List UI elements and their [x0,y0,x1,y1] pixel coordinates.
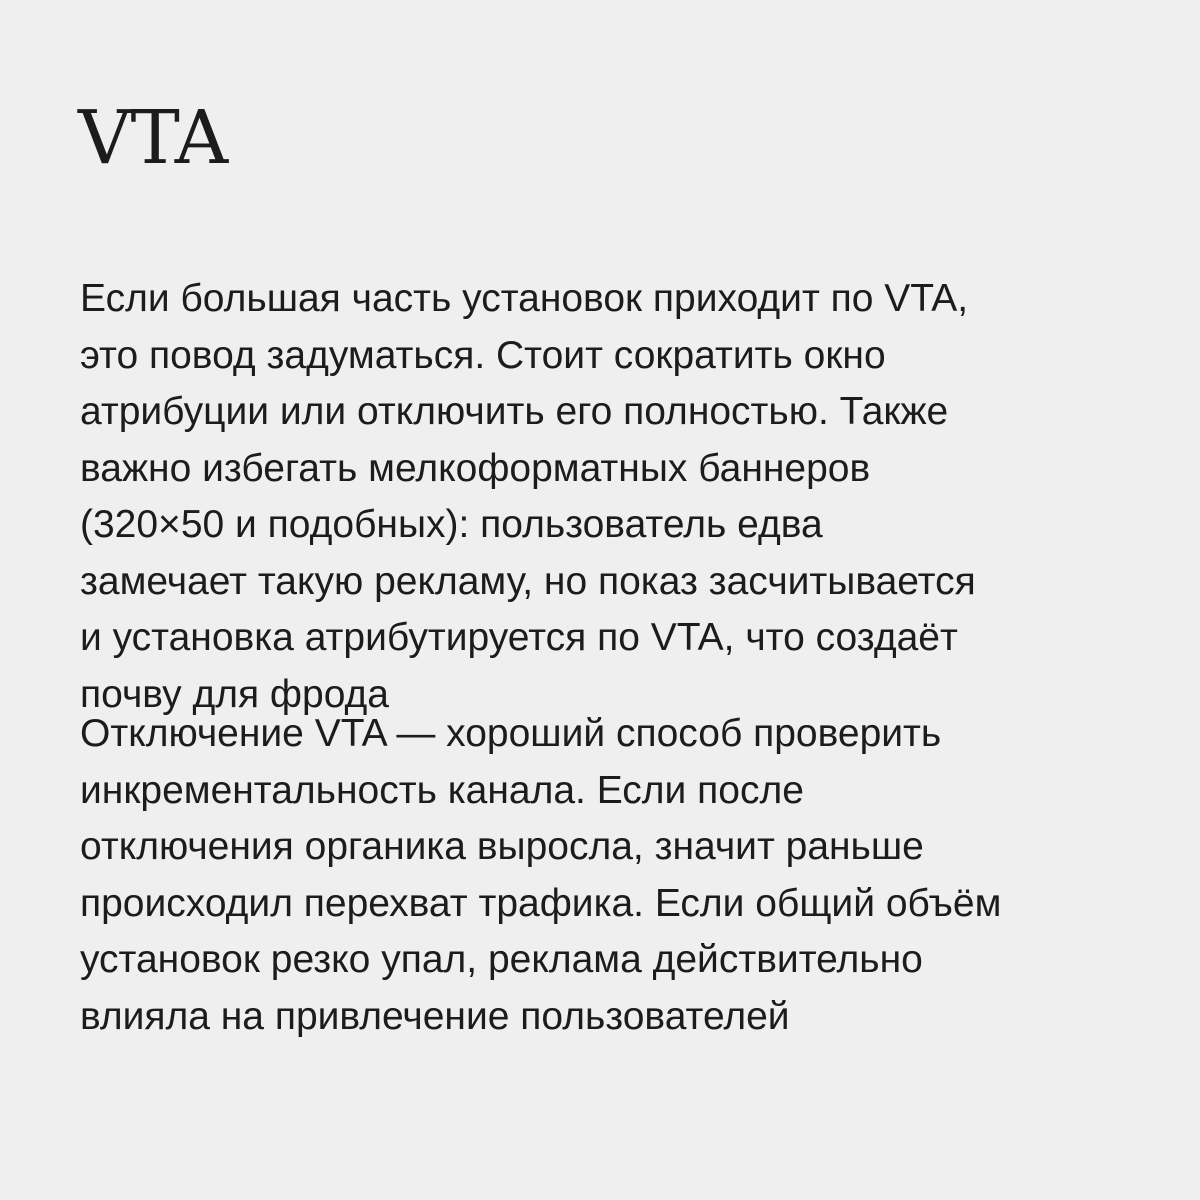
paragraph-line: важно избегать мелкоформатных баннеров [80,446,871,490]
paragraph-line: влияла на привлечение пользователей [80,994,790,1038]
paragraph-line: Если большая часть установок приходит по VTA, [80,277,969,320]
paragraph-line: (320×50 и подобных): пользователь едва [80,503,823,546]
paragraph-line: замечает такую рекламу, но показ засчитывается [80,559,976,603]
paragraph-line: установок резко упал, реклама действительно [80,938,923,981]
paragraph-line: Отключение VTA — хороший способ проверить [80,712,942,755]
paragraph-line: происходил перехват трафика. Если общий объём [80,881,1002,925]
page-title: VTA [78,95,228,181]
paragraph-line: инкрементальность канала. Если после [80,768,804,812]
paragraph-line: почву для фрода [80,672,389,716]
paragraph-1 [80,271,1140,723]
paragraph-2 [80,706,1140,1045]
paragraph-line: отключения органика выросла, значит раньше [80,825,924,868]
paragraph-line: и установка атрибутируется по VTA, что создаёт [80,616,958,659]
paragraph-line: это повод задуматься. Стоит сократить окно [80,333,886,377]
paragraph-line: атрибуции или отключить его полностью. Также [80,390,949,433]
